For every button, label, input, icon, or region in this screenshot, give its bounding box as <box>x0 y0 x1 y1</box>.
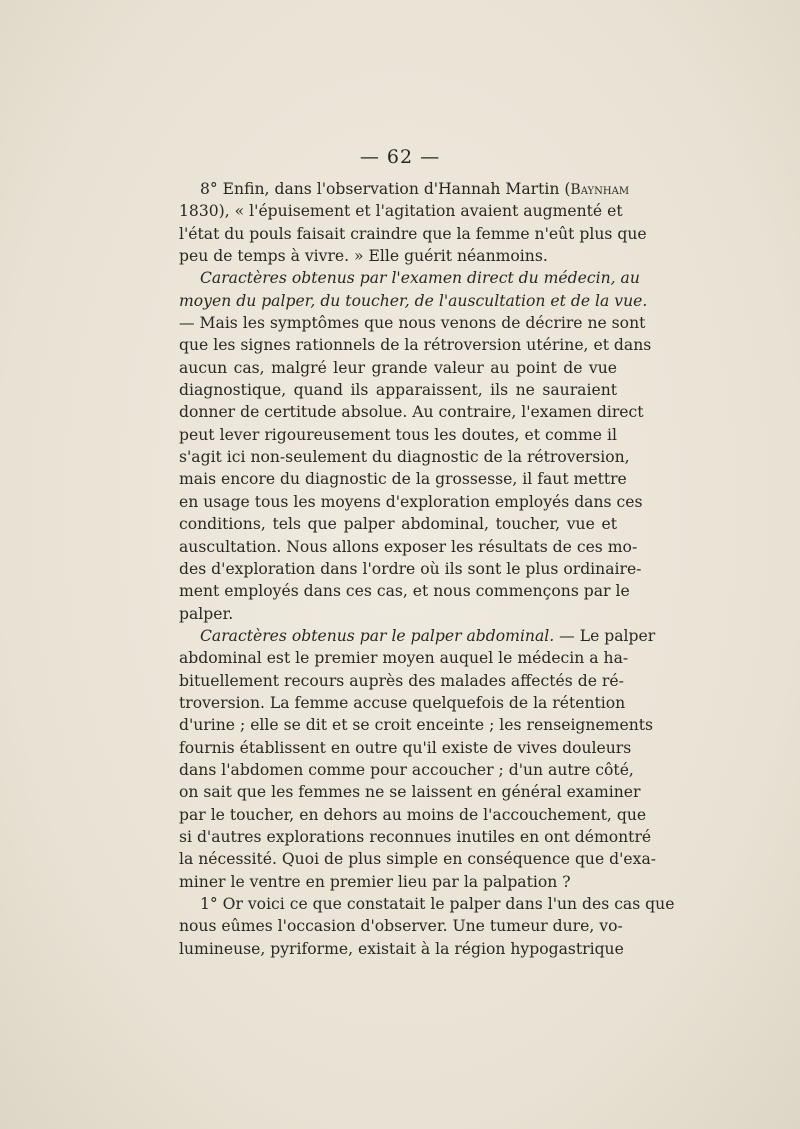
section-heading-line: Caractères obtenus par le palper abdominal. — Le palper <box>200 626 656 645</box>
section-heading: Caractères obtenus par le palper abdominal. <box>200 626 555 645</box>
text-line: mais encore du diagnostic de la grossesse, il faut mettre <box>179 470 627 489</box>
page-number: — 62 — <box>359 146 441 168</box>
text-line: bituellement recours auprès des malades affectés de ré- <box>179 671 624 690</box>
text-line: 8° Enfin, dans l'observation d'Hannah Martin (Baynham <box>200 180 630 198</box>
section-heading-line: moyen du palper, du toucher, de l'auscultation et de la vue. <box>179 291 648 310</box>
text-line: 1830), « l'épuisement et l'agitation avaient augmenté et <box>179 202 623 221</box>
text-line: on sait que les femmes ne se laissent en général examiner <box>179 783 641 802</box>
text-line: palper. <box>179 604 234 623</box>
text-line: donner de certitude absolue. Au contraire, l'examen direct <box>179 403 644 422</box>
text-line: lumineuse, pyriforme, existait à la région hypogastrique <box>179 939 624 958</box>
text-line: dans l'abdomen comme pour accoucher ; d'un autre côté, <box>179 760 634 779</box>
text-line: par le toucher, en dehors au moins de l'accouchement, que <box>179 805 647 824</box>
text-line: ment employés dans ces cas, et nous commençons par le <box>179 582 630 601</box>
text-line: peut lever rigoureusement tous les doutes, et comme il <box>179 425 617 444</box>
text-line: la nécessité. Quoi de plus simple en conséquence que d'exa- <box>179 850 657 869</box>
body-text <box>179 178 675 960</box>
section-heading-line: Caractères obtenus par l'examen direct du médecin, au <box>200 269 640 288</box>
text-line: nous eûmes l'occasion d'observer. Une tumeur dure, vo- <box>179 917 623 936</box>
author-name: Baynham <box>570 182 630 198</box>
text-line: conditions, tels que palper abdominal, toucher, vue et <box>179 515 617 534</box>
text-line: s'agit ici non-seulement du diagnostic de la rétroversion, <box>179 448 630 467</box>
text-line: si d'autres explorations reconnues inutiles en ont démontré <box>179 827 652 846</box>
text-line: en usage tous les moyens d'exploration employés dans ces <box>179 492 643 511</box>
text-line: aucun cas, malgré leur grande valeur au point de vue <box>179 358 617 377</box>
text-line: troversion. La femme accuse quelquefois de la rétention <box>179 693 626 712</box>
text-line: des d'exploration dans l'ordre où ils sont le plus ordinaire- <box>179 559 642 578</box>
text-line: peu de temps à vivre. » Elle guérit néanmoins. <box>179 247 548 266</box>
text-line: — Mais les symptômes que nous venons de décrire ne sont <box>179 314 646 333</box>
text-line: que les signes rationnels de la rétroversion utérine, et dans <box>179 336 652 355</box>
text-line: d'urine ; elle se dit et se croit enceinte ; les renseignements <box>179 716 654 735</box>
text-line: l'état du pouls faisait craindre que la femme n'eût plus que <box>179 224 647 243</box>
text-line: miner le ventre en premier lieu par la palpation ? <box>179 872 571 891</box>
text-line: abdominal est le premier moyen auquel le médecin a ha- <box>179 649 629 668</box>
text-line: auscultation. Nous allons exposer les résultats de ces mo- <box>179 537 638 556</box>
text-line: 1° Or voici ce que constatait le palper dans l'un des cas que <box>200 895 675 913</box>
text-line: fournis établissent en outre qu'il existe de vives douleurs <box>179 738 632 757</box>
text-line: diagnostique, quand ils apparaissent, ils ne sauraient <box>179 381 617 400</box>
